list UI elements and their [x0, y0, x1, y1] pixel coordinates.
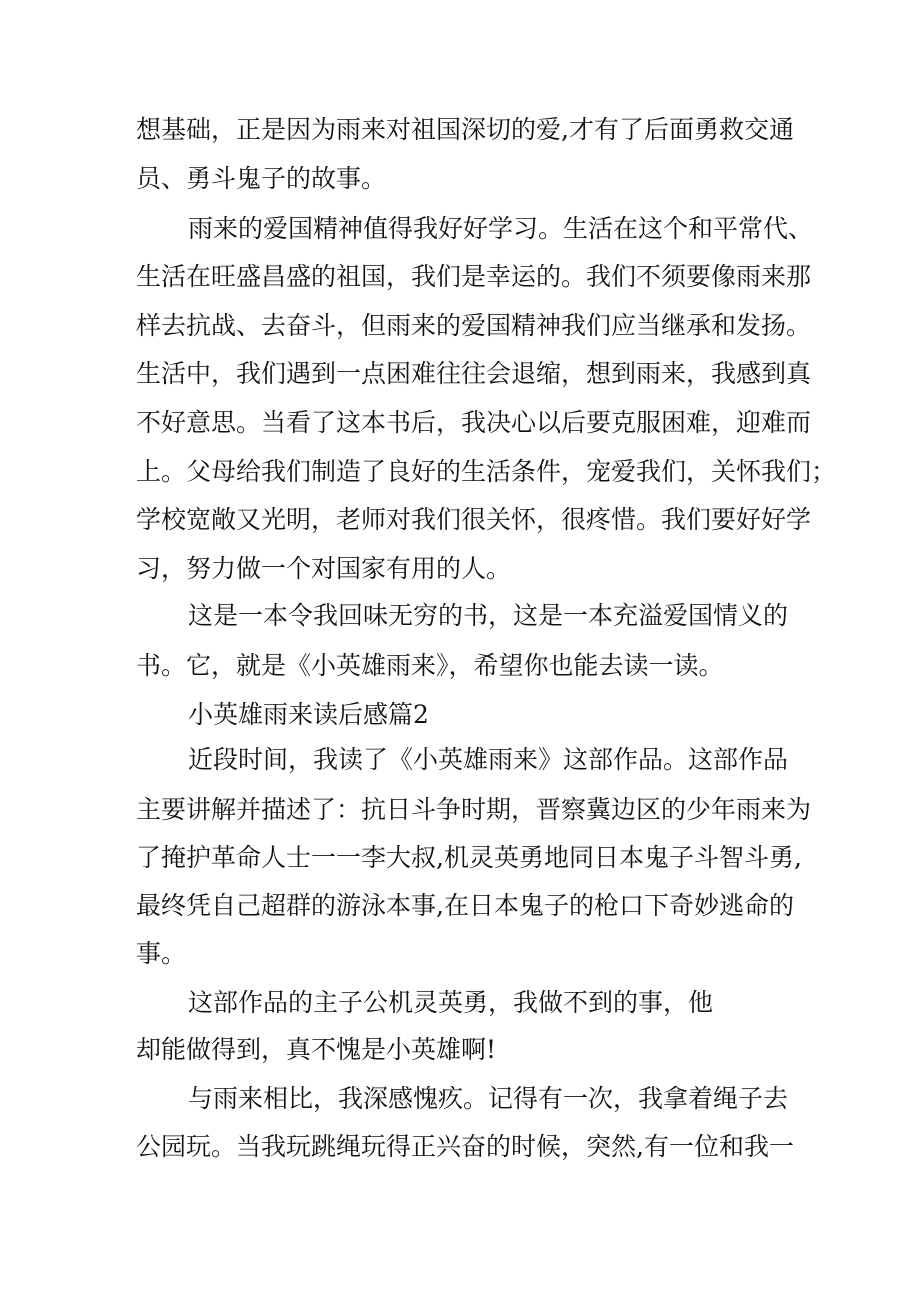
- text-line: 上。父母给我们制造了良好的生活条件，宠爱我们，关怀我们；: [136, 457, 837, 486]
- text-line: 这部作品的主子公机灵英勇，我做不到的事，他: [188, 988, 714, 1017]
- text-line: 近段时间，我读了《小英雄雨来》这部作品。这部作品: [188, 745, 789, 774]
- text-line: 却能做得到，真不愧是小英雄啊!: [136, 1035, 497, 1064]
- text-line: 想基础，正是因为雨来对祖国深切的爱,才有了后面勇救交通: [136, 115, 794, 144]
- text-line: 最终凭自己超群的游泳本事,在日本鬼子的枪口下奇妙逃命的: [136, 891, 794, 920]
- text-line: 书。它，就是《小英雄雨来》，希望你也能去读一读。: [136, 651, 724, 680]
- heading-line: 小英雄雨来读后感篇2: [188, 700, 429, 729]
- text-line: 与雨来相比，我深感愧疚。记得有一次，我拿着绳子去: [188, 1084, 789, 1113]
- text-line: 样去抗战、去奋斗，但雨来的爱国精神我们应当继承和发扬。: [136, 311, 812, 340]
- text-line: 生活在旺盛昌盛的祖国，我们是幸运的。我们不须要像雨来那: [136, 262, 812, 291]
- text-line: 事。: [136, 939, 187, 968]
- text-line: 学校宽敞又光明，老师对我们很关怀，很疼惜。我们要好好学: [136, 505, 812, 534]
- text-line: 生活中，我们遇到一点困难往往会退缩，想到雨来，我感到真: [136, 359, 812, 388]
- text-line: 主要讲解并描述了：抗日斗争时期，晋察冀边区的少年雨来为: [136, 795, 812, 824]
- text-line: 这是一本令我回味无穷的书，这是一本充溢爱国情义的: [188, 601, 789, 630]
- text-line: 雨来的爱国精神值得我好好学习。生活在这个和平常代、: [188, 214, 814, 243]
- text-line: 员、勇斗鬼子的故事。: [136, 164, 387, 193]
- text-line: 公园玩。当我玩跳绳玩得正兴奋的时候，突然,有一位和我一: [136, 1132, 794, 1161]
- text-line: 习，努力做一个对国家有用的人。: [136, 554, 512, 583]
- text-line: 了掩护革命人士一一李大叔,机灵英勇地同日本鬼子斗智斗勇,: [136, 843, 802, 872]
- text-line: 不好意思。当看了这本书后，我决心以后要克服困难，迎难而: [136, 408, 812, 437]
